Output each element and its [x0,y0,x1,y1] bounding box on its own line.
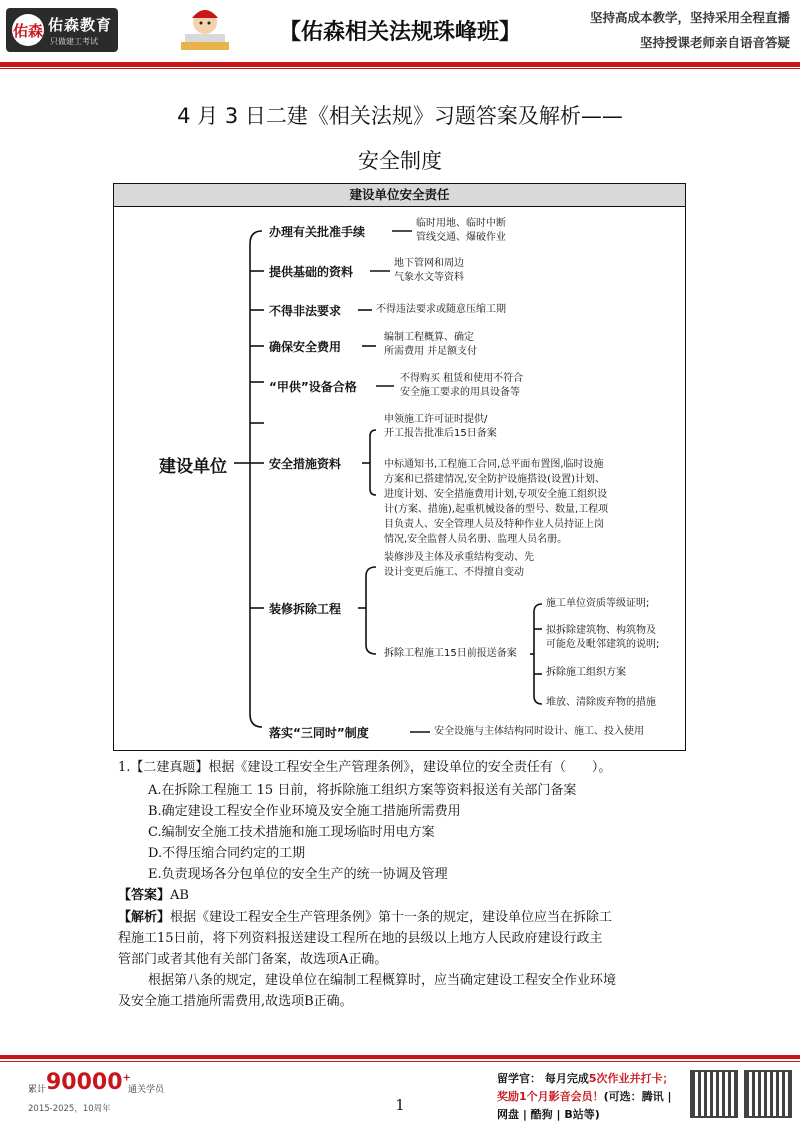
detail-text: 计(方案、措施),起重机械设备的型号、数量,工程项 [384,504,609,515]
analysis-line: 根据第八条的规定，建设单位在编制工程概算时，应当确定建设工程安全作业环境 [148,973,617,988]
footer-years: 2015-2025，10周年 [28,1104,111,1114]
detail-text: 目负责人、安全管理人员及特种作业人员持证上岗 [384,519,604,530]
analysis-line: 及安全施工措施所需费用,故选项B正确。 [118,994,353,1009]
banner-title: 【佑森相关法规珠峰班】 [278,19,521,45]
detail-text: 进度计划、安全措施费用计划,专项安全施工组织设 [384,489,608,500]
detail-text: 安全施工要求的用具设备等 [400,387,520,398]
page-subtitle: 安全制度 [358,149,442,173]
footer-promo-3: 网盘 | 酷狗 | B站等) [497,1108,600,1121]
qr-code-icon [744,1070,792,1118]
detail-text: 施工单位资质等级证明; [546,598,650,609]
branch-renovation-demolition: 装修拆除工程 [269,602,342,616]
tagline-2: 坚持授课老师亲自语音答疑 [639,35,790,50]
page-number: 1 [395,1096,405,1114]
detail-text: 不得购买 租赁和使用不符合 [400,373,524,384]
promo-2b: (可选：腾讯 | [603,1090,672,1103]
mascot-icon [175,4,235,56]
detail-text: 不得违法要求或随意压缩工期 [376,304,506,315]
detail-text: 安全设施与主体结构同时设计、施工、投入使用 [434,726,644,737]
footer-promo-1 [497,1070,674,1086]
branch-three-simultaneous: 落实“三同时”制度 [269,726,369,740]
detail-text: 编制工程概算、确定 [384,332,474,343]
promo-2a: 奖励1个月影音会员！ [497,1090,604,1103]
analysis-line: 管部门或者其他有关部门备案，故选项A正确。 [118,952,388,967]
page-title: 4 月 3 日二建《相关法规》习题答案及解析—— [177,104,623,128]
branch-basic-data: 提供基础的资料 [269,265,354,279]
responsibility-diagram [113,183,686,751]
answer-label: 【答案】 [118,888,171,903]
footer-suffix: 通关学员 [128,1085,165,1095]
detail-text: 地下管网和周边 [394,258,464,269]
detail-text: 管线交通、爆破作业 [416,232,506,243]
detail-text: 拟拆除建筑物、构筑物及 [546,625,656,636]
diagram-header: 建设单位安全责任 [114,184,685,207]
footer-divider-thin [0,1061,800,1062]
option-e: E.负责现场各分包单位的安全生产的统一协调及管理 [148,867,448,882]
footer-count [46,1070,131,1095]
detail-text: 拆除工程施工15日前报送备案 [384,648,517,659]
option-a: A.在拆除工程施工 15 日前，将拆除施工组织方案等资料报送有关部门备案 [148,783,577,798]
logo-slogan: 只做建工考试 [50,37,98,46]
branch-safety-cost: 确保安全费用 [269,340,342,354]
footer-count-sup: + [122,1072,131,1084]
detail-text: 堆放、清除废弃物的措施 [546,697,656,708]
detail-text: 所需费用 并足额支付 [384,346,478,357]
branch-safety-measures: 安全措施资料 [269,457,342,471]
footer-count-number: 90000 [46,1070,123,1095]
analysis-label: 【解析】 [118,910,171,925]
detail-text: 设计变更后施工、不得擅自变动 [384,567,524,578]
branch-approval: 办理有关批准手续 [269,225,366,239]
footer-promo-2 [497,1088,672,1104]
tagline-1: 坚持高成本教学，坚持采用全程直播 [589,10,790,25]
detail-text: 临时用地、临时中断 [416,218,506,229]
detail-text: 中标通知书,工程施工合同,总平面布置图,临时设施 [384,459,604,470]
detail-text: 开工报告批准后15日备案 [384,428,497,439]
analysis-text: 根据《建设工程安全生产管理条例》第十一条的规定，建设单位应当在拆除工 [170,910,613,925]
option-d: D.不得压缩合同约定的工期 [148,846,306,861]
detail-text: 方案和已搭建情况,安全防护设施搭设(设置)计划、 [384,474,605,485]
page-header [0,0,800,80]
header-divider [0,62,800,67]
logo-mark-icon: 佑森 [12,14,44,46]
detail-text: 气象水文等资料 [394,272,464,283]
footer-divider [0,1055,800,1059]
question-stem: 1.【二建真题】根据《建设工程安全生产管理条例》，建设单位的安全责任有（ ）。 [118,760,612,775]
option-c: C.编制安全施工技术措施和施工现场临时用电方案 [148,825,435,840]
answer-row [118,884,189,903]
analysis-line [118,906,612,925]
option-b: B.确定建设工程安全作业环境及安全施工措施所需费用 [148,804,461,819]
answer-value: AB [170,888,189,903]
detail-text: 可能危及毗邻建筑的说明; [546,639,660,650]
promo-1b: 5次作业并打卡； [588,1072,674,1085]
branch-illegal-demands: 不得非法要求 [269,304,342,318]
branch-supplied-equipment: “甲供”设备合格 [269,380,357,394]
footer-prefix: 累计 [28,1085,47,1095]
qr-code-icon [690,1070,738,1118]
detail-text: 申领施工许可证时提供/ [384,414,488,425]
detail-text: 拆除施工组织方案 [546,667,626,678]
header-divider-thin [0,68,800,69]
promo-1a: 留学官： 每月完成 [497,1072,589,1085]
brand-logo [6,8,118,52]
detail-text: 装修涉及主体及承重结构变动、先 [384,552,534,563]
diagram-root: 建设单位 [159,457,227,477]
logo-name: 佑森教育 [48,16,113,34]
analysis-line: 程施工15日前，将下列资料报送建设工程所在地的县级以上地方人民政府建设行政主 [118,931,603,946]
detail-text: 情况,安全监督人员名册、监理人员名册。 [384,534,568,545]
